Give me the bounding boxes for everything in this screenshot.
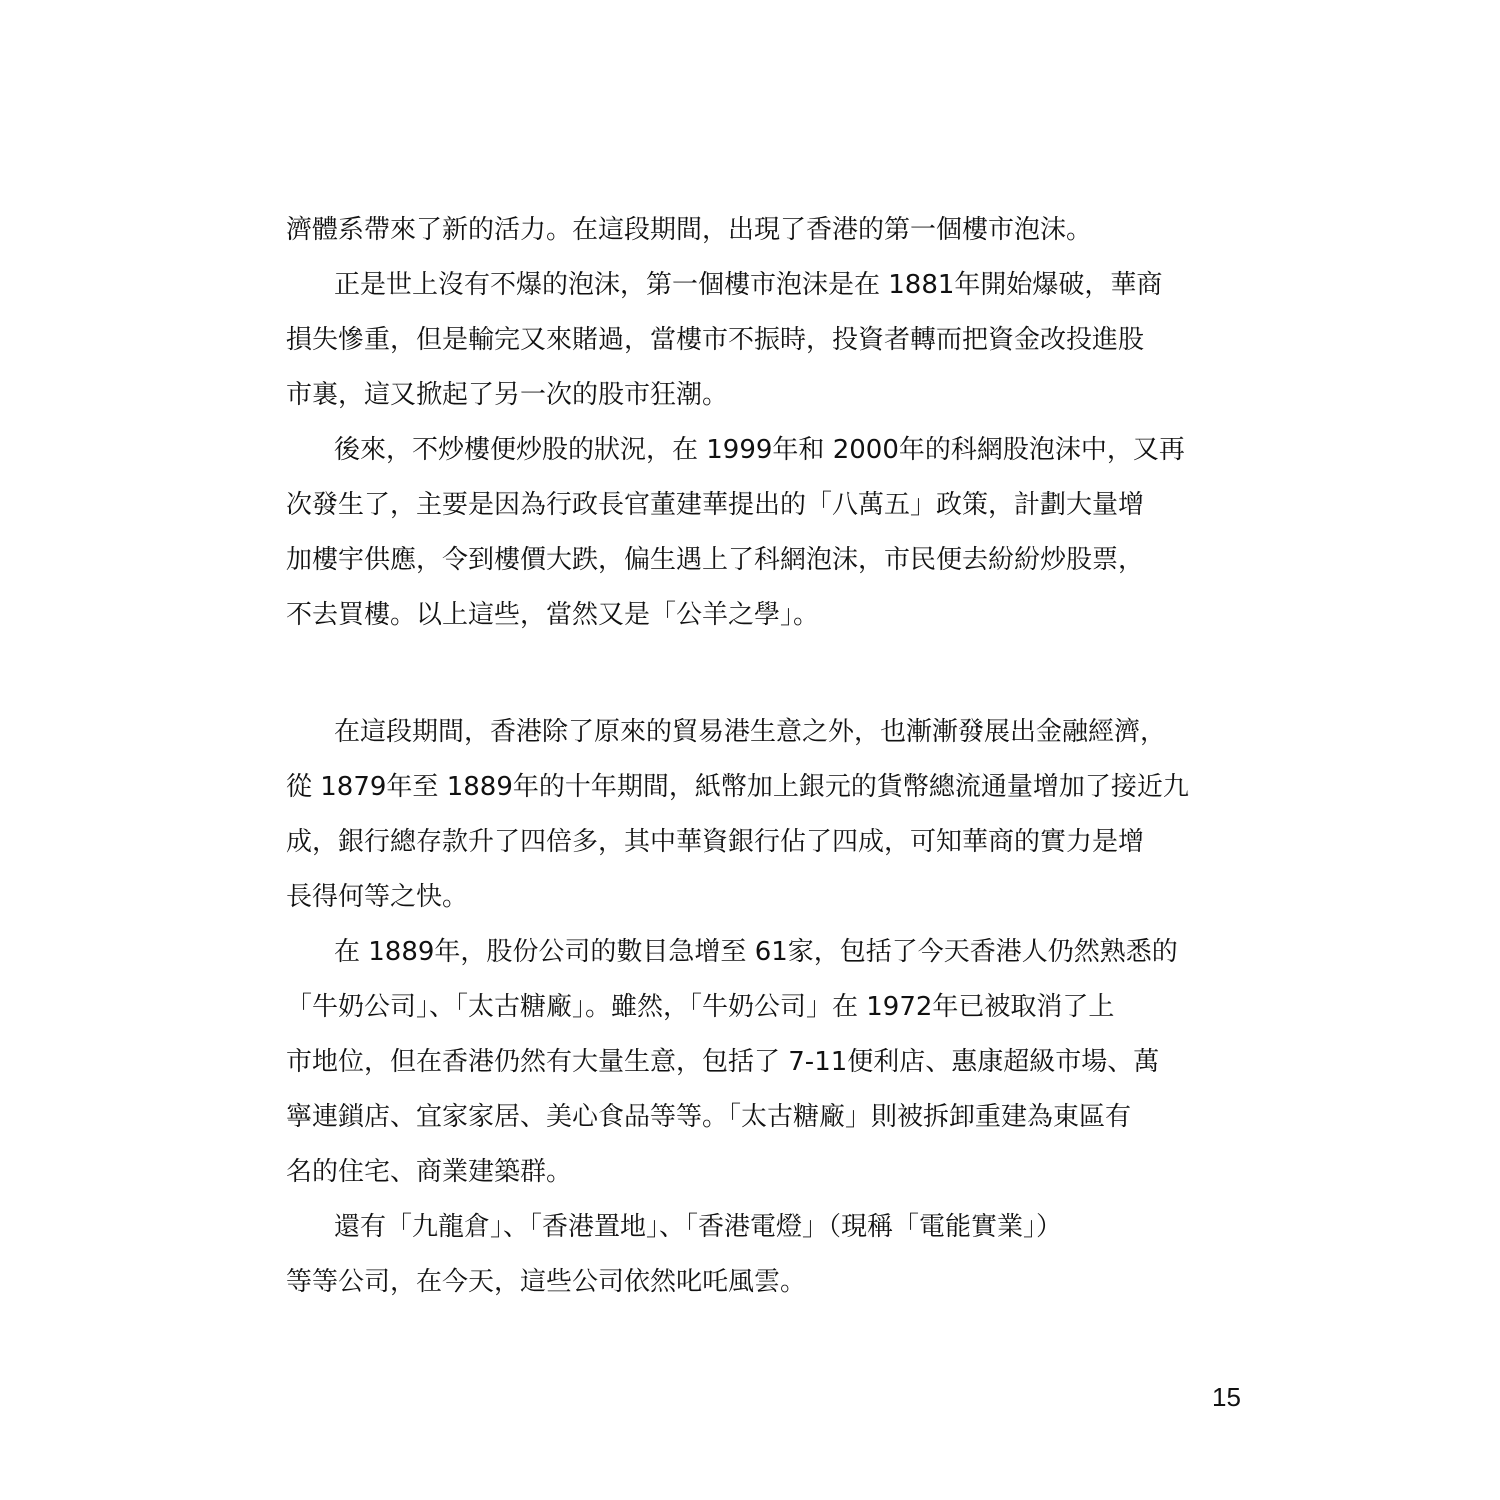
- text-section-1: [286, 203, 1216, 643]
- paragraph-line: 還有「九龍倉」、「香港置地」、「香港電燈」（現稱「電能實業」）: [334, 1212, 1063, 1242]
- paragraph-line: 濟體系帶來了新的活力。在這段期間，出現了香港的第一個樓市泡沫。: [286, 215, 1093, 245]
- paragraph-line: 市地位，但在香港仍然有大量生意，包括了 7-11便利店、惠康超級市場、萬: [286, 1047, 1160, 1077]
- paragraph-line: 不去買樓。以上這些，當然又是「公羊之學」。: [286, 600, 820, 630]
- paragraph-line: 寧連鎖店、宜家家居、美心食品等等。「太古糖廠」則被拆卸重建為東區有: [286, 1102, 1132, 1132]
- page-number: 15: [1212, 1382, 1241, 1412]
- paragraph-line: 加樓宇供應，令到樓價大跌，偏生遇上了科網泡沫，市民便去紛紛炒股票，: [286, 545, 1145, 575]
- paragraph-line: 後來，不炒樓便炒股的狀況，在 1999年和 2000年的科網股泡沫中，又再: [334, 435, 1185, 465]
- paragraph-line: 長得何等之快。: [286, 882, 469, 912]
- paragraph-line: 名的住宅、商業建築群。: [286, 1157, 573, 1187]
- paragraph-line: 正是世上沒有不爆的泡沫，第一個樓市泡沫是在 1881年開始爆破，華商: [334, 270, 1163, 300]
- paragraph-line: 在這段期間，香港除了原來的貿易港生意之外，也漸漸發展出金融經濟，: [334, 717, 1167, 747]
- paragraph-line: 從 1879年至 1889年的十年期間，紙幣加上銀元的貨幣總流通量增加了接近九: [286, 772, 1189, 802]
- paragraph-line: 在 1889年，股份公司的數目急增至 61家，包括了今天香港人仍然熟悉的: [334, 937, 1178, 967]
- paragraph-line: 損失慘重，但是輸完又來賭過，當樓市不振時，投資者轉而把資金改投進股: [286, 325, 1145, 355]
- paragraph-line: 市裏，這又掀起了另一次的股市狂潮。: [286, 380, 729, 410]
- paragraph-line: 次發生了，主要是因為行政長官董建華提出的「八萬五」政策，計劃大量增: [286, 490, 1145, 520]
- paragraph-line: 「牛奶公司」、「太古糖廠」。雖然，「牛奶公司」在 1972年已被取消了上: [286, 992, 1115, 1022]
- text-section-2: [286, 705, 1216, 1310]
- paragraph-line: 成，銀行總存款升了四倍多，其中華資銀行佔了四成，可知華商的實力是增: [286, 827, 1145, 857]
- paragraph-line: 等等公司，在今天，這些公司依然叱吒風雲。: [286, 1267, 807, 1297]
